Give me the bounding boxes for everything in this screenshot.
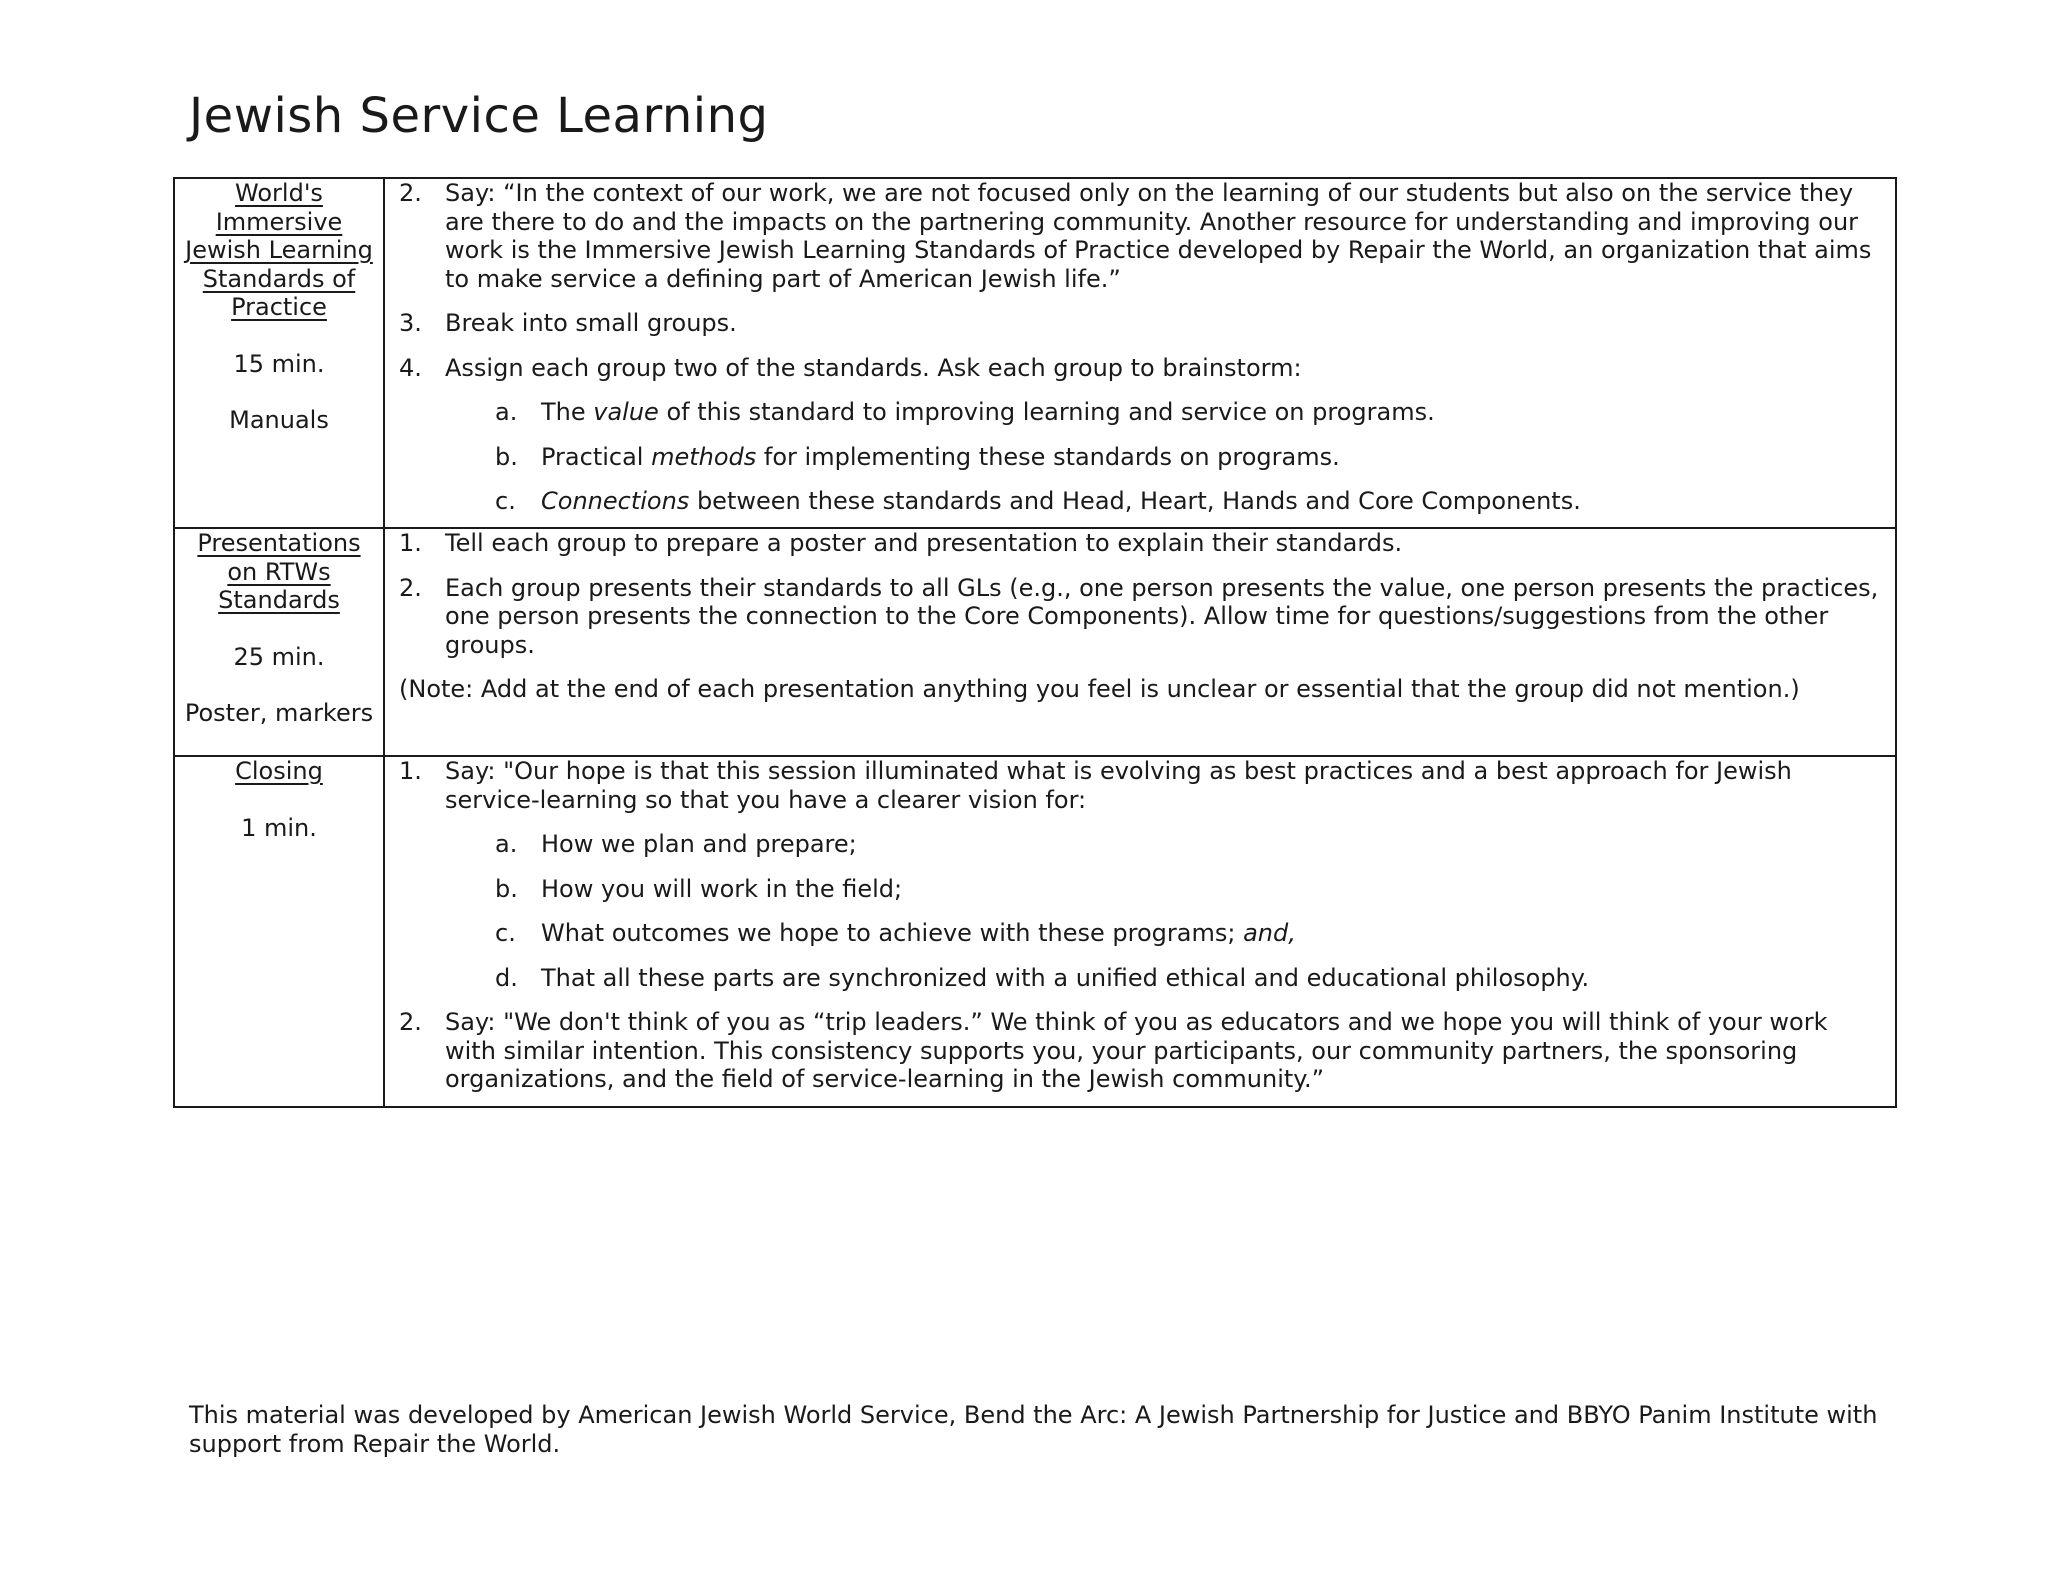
list-item: [399, 179, 1881, 293]
sub-item-letter: d.: [495, 963, 518, 992]
page-title: Jewish Service Learning: [189, 88, 769, 144]
instructions-cell: [384, 756, 1896, 1107]
segment-time: 1 min.: [241, 813, 317, 842]
sub-item-letter: b.: [495, 442, 518, 471]
table-row: [174, 756, 1896, 1107]
sub-item-text: Connections between these standards and Head, Heart, Hands and Core Components.: [541, 487, 1581, 515]
sub-item-text: Practical methods for implementing these standards on programs.: [541, 442, 1340, 471]
table-row: [174, 178, 1896, 528]
table-row: [174, 528, 1896, 756]
footer-attribution: This material was developed by American Jewish World Service, Bend the Arc: A Jewish Partnership for Justice and BBYO Panim Institute with support from Repair the World.: [189, 1401, 1878, 1458]
list-item: [399, 1008, 1881, 1094]
segment-title: Presentations on RTWs Standards: [197, 529, 361, 614]
item-text: Assign each group two of the standards. Ask each group to brainstorm:: [445, 353, 1302, 382]
sub-item-text: The value of this standard to improving learning and service on programs.: [541, 398, 1435, 426]
list-item: [399, 529, 1881, 558]
segment-time: 25 min.: [233, 642, 325, 671]
item-number: 1.: [399, 757, 422, 785]
sub-item-letter: c.: [495, 919, 516, 947]
segment-cell: [174, 528, 384, 756]
sub-item-text: How you will work in the field;: [541, 874, 903, 903]
sub-item: [495, 830, 1881, 859]
sub-item-letter: c.: [495, 487, 516, 515]
item-text: Say: "We don't think of you as “trip leaders.” We think of you as educators and we hope you will think of your work with similar intention. This consistency supports you, your participants, our community partners, the sponsoring organizations, and the field of service-learning in the Jewish community.”: [445, 1008, 1828, 1093]
item-text: Tell each group to prepare a poster and presentation to explain their standards.: [445, 529, 1403, 557]
segment-materials: Poster, markers: [184, 699, 374, 727]
instructions-cell: [384, 528, 1896, 756]
instructions-cell: [384, 178, 1896, 528]
segment-cell: [174, 756, 384, 1107]
item-number: 3.: [399, 309, 422, 337]
sub-item: [495, 487, 1881, 516]
session-table: [173, 177, 1897, 1108]
item-number: 2.: [399, 1008, 422, 1036]
sub-item-text: How we plan and prepare;: [541, 830, 857, 858]
sub-item: [495, 398, 1881, 427]
sub-item-letter: a.: [495, 398, 518, 426]
segment-title: Closing: [235, 757, 323, 785]
sub-item-text: What outcomes we hope to achieve with these programs; and,: [541, 919, 1296, 947]
sub-item: [495, 919, 1881, 948]
list-item: [399, 574, 1881, 660]
item-text: Break into small groups.: [445, 309, 737, 337]
facilitator-note: (Note: Add at the end of each presentation anything you feel is unclear or essential that the group did not mention.): [399, 675, 1800, 703]
sub-item: [495, 964, 1881, 993]
item-text: Say: "Our hope is that this session illuminated what is evolving as best practices and a best approach for Jewish service-learning so that you have a clearer vision for:: [445, 757, 1792, 814]
item-number: 2.: [399, 573, 422, 602]
item-number: 4.: [399, 353, 422, 382]
sub-item: [495, 443, 1881, 472]
item-number: 1.: [399, 529, 422, 557]
sub-item-letter: a.: [495, 830, 518, 858]
list-item: [399, 757, 1881, 814]
sub-item-letter: b.: [495, 874, 518, 903]
sub-item-text: That all these parts are synchronized with a unified ethical and educational philosophy.: [541, 963, 1590, 992]
list-item: [399, 354, 1881, 383]
list-item: [399, 309, 1881, 338]
item-text: Say: “In the context of our work, we are not focused only on the learning of our students but also on the service they are there to do and the impacts on the partnering community. Another resource for understanding and improving our work is the Immersive Jewish Learning Standards of Practice developed by Repair the World, an organization that aims to make service a defining part of American Jewish life.”: [445, 179, 1872, 293]
segment-materials: Manuals: [229, 406, 329, 434]
item-text: Each group presents their standards to all GLs (e.g., one person presents the value, one person presents the practices, one person presents the connection to the Core Components). Allow time for questions/suggestions from the other groups.: [445, 573, 1879, 659]
sub-item: [495, 875, 1881, 904]
segment-title: World's Immersive Jewish Learning Standards of Practice: [185, 179, 373, 321]
item-number: 2.: [399, 179, 422, 207]
segment-time: 15 min.: [233, 349, 325, 378]
segment-cell: [174, 178, 384, 528]
